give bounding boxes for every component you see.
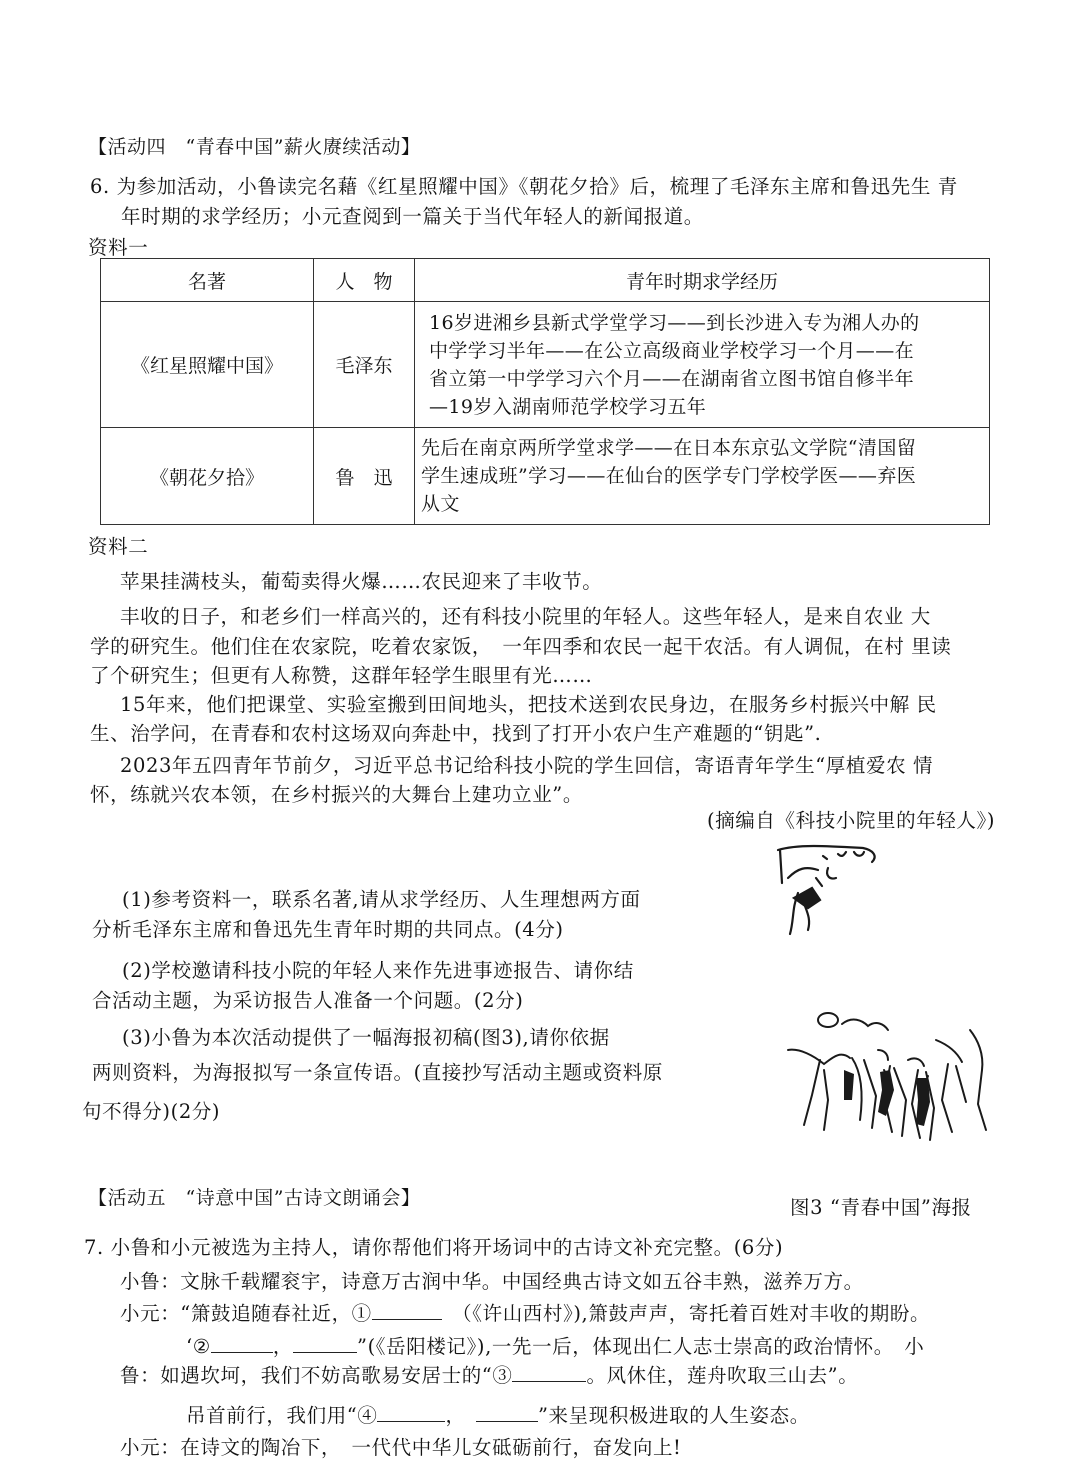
poster-sketch-dancers (780, 1000, 1000, 1150)
answer-blank-4b[interactable] (476, 1403, 538, 1422)
poem-text: 小元：“箫鼓追随春社近，① (120, 1302, 372, 1325)
q1-line2: 分析毛泽东主席和鲁迅先生青年时期的共同点。(4分) (92, 918, 564, 941)
row-experience (415, 428, 990, 525)
experience-line: —19岁入湖南师范学校学习五年 (429, 395, 707, 418)
material2-label: 资料二 (88, 535, 149, 558)
q2-line1: (2)学校邀请科技小院的年轻人来作先进事迹报告、请你结 (122, 959, 634, 982)
q7-text: 7. 小鲁和小元被选为主持人，请你帮他们将开场词中的古诗文补充完整。(6分) (84, 1236, 784, 1259)
poem-text: 吊首前行，我们用“④ (186, 1404, 378, 1427)
row-person: 毛泽东 (314, 302, 415, 428)
poem-line: 小元：在诗文的陶冶下， 一代代中华儿女砥砺前行，奋发向上! (120, 1436, 682, 1459)
row-book: 《朝花夕拾》 (101, 428, 314, 525)
material2-line: 2023年五四青年节前夕，习近平总书记给科技小院的学生回信，寄语青年学生“厚植爱农 情 (120, 754, 934, 777)
q3-line2: 两则资料，为海报拟写一条宣传语。(直接抄写活动主题或资料原 (92, 1061, 664, 1084)
poem-line (186, 1331, 924, 1359)
q1-line1: (1)参考资料一，联系名著,请从求学经历、人生理想两方面 (122, 888, 641, 911)
q3-line1: (3)小鲁为本次活动提供了一幅海报初稿(图3),请你依据 (122, 1026, 610, 1049)
material2-line: 怀，练就兴农本领，在乡村振兴的大舞台上建功立业”。 (90, 783, 583, 806)
activity5-heading: 【活动五 “诗意中国”古诗文朗诵会】 (88, 1187, 421, 1209)
experience-line: 中学学习半年——在公立高级商业学校学习一个月——在 (429, 339, 915, 362)
poem-text: ”(《岳阳楼记》),一先一后，体现出仁人志士崇高的政治情怀。 小 (357, 1335, 925, 1358)
poem-text: 鲁：如遇坎坷，我们不妨高歌易安居士的“③ (120, 1364, 513, 1387)
experience-line: 16岁进湘乡县新式学堂学习——到长沙进入专为湘人办的 (429, 311, 920, 334)
answer-blank-2b[interactable] (293, 1334, 357, 1353)
poem-text: （《许山西村》),箫鼓声声，寄托着百姓对丰收的期盼。 (461, 1302, 931, 1325)
answer-blank-1[interactable] (372, 1301, 442, 1320)
table-header-row (101, 259, 990, 302)
poem-line (120, 1298, 930, 1326)
table-row (101, 428, 990, 525)
table-row (101, 302, 990, 428)
experience-line: 学生速成班”学习——在仙台的医学专门学校学医——弃医 (421, 465, 917, 487)
material1-label: 资料一 (88, 236, 149, 259)
study-experience-table (100, 258, 990, 525)
material2-line: 15年来，他们把课堂、实验室搬到田间地头，把技术送到农民身边，在服务乡村振兴中解 民 (120, 693, 937, 716)
experience-line: 省立第一中学学习六个月——在湖南省立图书馆自修半年 (429, 367, 915, 390)
poem-text: ”来呈现积极进取的人生姿态。 (537, 1404, 810, 1427)
q3-line3: 句不得分)(2分) (82, 1100, 221, 1123)
row-person: 鲁 迅 (314, 428, 415, 525)
experience-line: 先后在南京两所学堂求学——在日本东京弘文学院“清国留 (421, 437, 917, 459)
poem-text: ， (445, 1404, 456, 1427)
poem-line (120, 1360, 858, 1388)
poem-text: ， (272, 1335, 293, 1358)
q6-text-line1: 6. 为参加活动，小鲁读完名藉《红星照耀中国》《朝花夕拾》后，梳理了毛泽东主席和鲁迅先生 青 (90, 175, 958, 198)
poem-text: ‘② (186, 1335, 211, 1358)
activity4-heading: 【活动四 “青春中国”薪火赓续活动】 (88, 136, 421, 158)
header-person: 人 物 (314, 259, 415, 302)
material2-line: 学的研究生。他们住在农家院，吃着农家饭， 一年四季和农民一起干农活。有人调侃，在村 里读 (90, 635, 952, 658)
row-book: 《红星照耀中国》 (101, 302, 314, 428)
q6-text-line2: 年时期的求学经历；小元查阅到一篇关于当代年轻人的新闻报道。 (121, 205, 704, 228)
material2-line: 生、治学问，在青春和农村这场双向奔赴中，找到了打开小农户生产难题的“钥匙”. (90, 722, 822, 745)
poem-line (186, 1400, 810, 1428)
material2-source: (摘编自《科技小院里的年轻人》) (707, 809, 996, 832)
answer-blank-4a[interactable] (377, 1403, 445, 1422)
poem-line: 小鲁：文脉千载耀衮宇，诗意万古润中华。中国经典古诗文如五谷丰熟，滋养万方。 (120, 1270, 864, 1293)
answer-blank-2a[interactable] (211, 1334, 273, 1353)
header-book: 名著 (101, 259, 314, 302)
header-experience: 青年时期求学经历 (415, 259, 990, 302)
poem-text: 。风休住，莲舟吹取三山去”。 (586, 1364, 859, 1387)
q2-line2: 合活动主题，为采访报告人准备一个问题。(2分) (92, 989, 524, 1012)
answer-blank-3[interactable] (512, 1363, 586, 1382)
material2-line: 丰收的日子，和老乡们一样高兴的，还有科技小院里的年轻人。这些年轻人，是来自农业 大 (120, 605, 931, 628)
experience-line: 从文 (421, 493, 460, 515)
row-experience (415, 302, 990, 428)
poster-sketch-top (768, 838, 888, 943)
figure-caption: 图3 “青春中国”海报 (790, 1196, 972, 1219)
material2-line: 了个研究生；但更有人称赞，这群年轻学生眼里有光…… (90, 664, 593, 687)
material2-line: 苹果挂满枝头，葡萄卖得火爆……农民迎来了丰收节。 (120, 570, 603, 593)
